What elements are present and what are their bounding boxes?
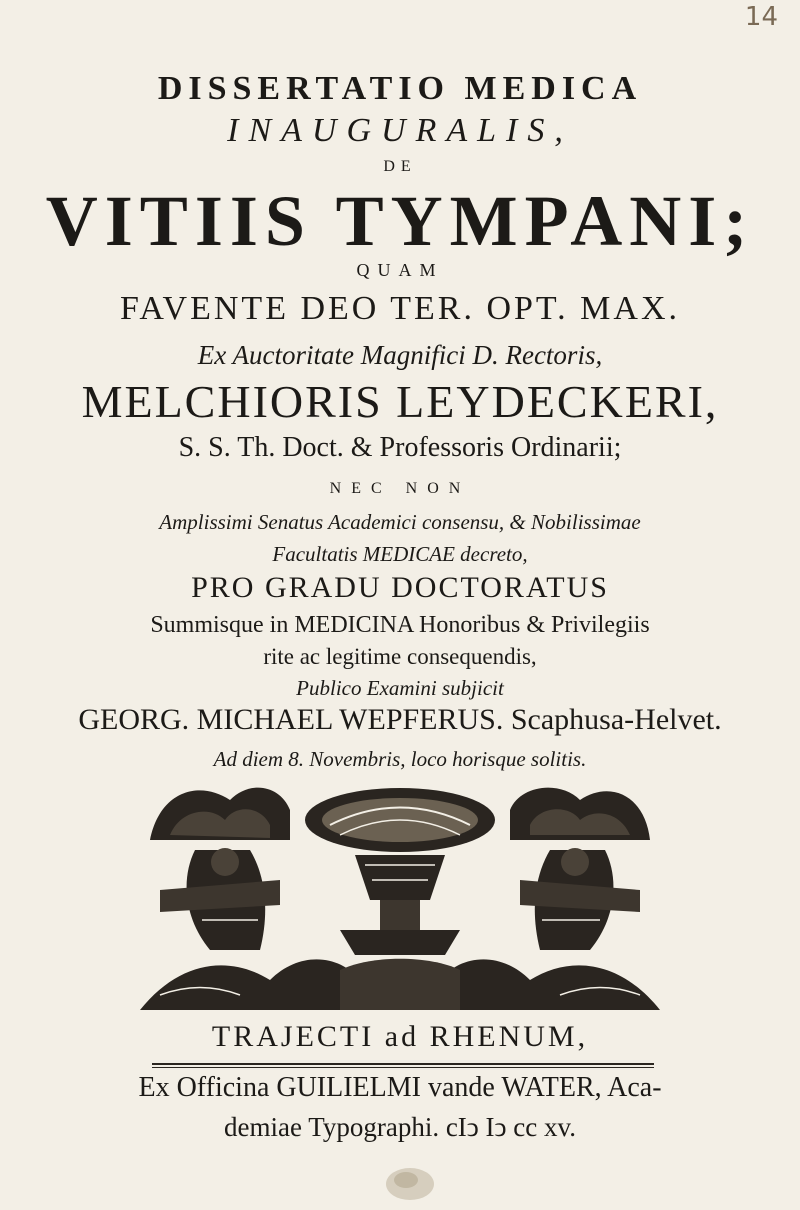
imprint-rule-thin [152, 1067, 654, 1068]
rector-title: S. S. Th. Doct. & Professoris Ordinarii; [178, 432, 622, 463]
imprint-rule-thick [152, 1063, 654, 1065]
line-favente-deo: FAVENTE DEO TER. OPT. MAX. [120, 290, 680, 327]
heading-dissertatio: DISSERTATIO MEDICA [157, 70, 643, 107]
line-ex-auctoritate: Ex Auctoritate Magnifici D. Rectoris, [197, 340, 603, 370]
line-facultatis: Facultatis MEDICAE decreto, [272, 542, 528, 566]
line-quam: QUAM [356, 260, 444, 280]
line-nec-non: NEC NON [329, 480, 471, 497]
author-name: GEORG. MICHAEL WEPFERUS. Scaphusa-Helvet. [78, 703, 722, 736]
heading-inauguralis: INAUGURALIS, [227, 112, 573, 149]
stain-shape [380, 1160, 440, 1205]
woodcut-ornament-icon [140, 780, 660, 1010]
line-ad-diem: Ad diem 8. Novembris, loco horisque solitis. [213, 747, 587, 771]
heading-de: DE [383, 158, 417, 175]
rector-name: MELCHIORIS LEYDECKERI, [81, 376, 719, 427]
imprint-date: demiae Typographi. cIↄ Iↄ cc xv. [224, 1112, 576, 1142]
imprint-place: TRAJECTI ad RHENUM, [211, 1020, 589, 1053]
imprint-printer: Ex Officina GUILIELMI vande WATER, Aca- [138, 1072, 662, 1103]
line-honoribus: Summisque in MEDICINA Honoribus & Privilegiis [150, 612, 650, 638]
manuscript-page-number: 14 [744, 2, 778, 32]
line-pro-gradu: PRO GRADU DOCTORATUS [191, 571, 609, 604]
ink-stain-icon [380, 1160, 440, 1210]
line-senatus: Amplissimi Senatus Academici consensu, & Nobilissimae [159, 510, 641, 534]
line-consequendis: rite ac legitime consequendis, [263, 644, 537, 669]
printer-device-woodcut [140, 780, 660, 1010]
line-publico-examini: Publico Examini subjicit [296, 676, 504, 700]
main-title: VITIIS TYMPANI; [45, 181, 755, 261]
